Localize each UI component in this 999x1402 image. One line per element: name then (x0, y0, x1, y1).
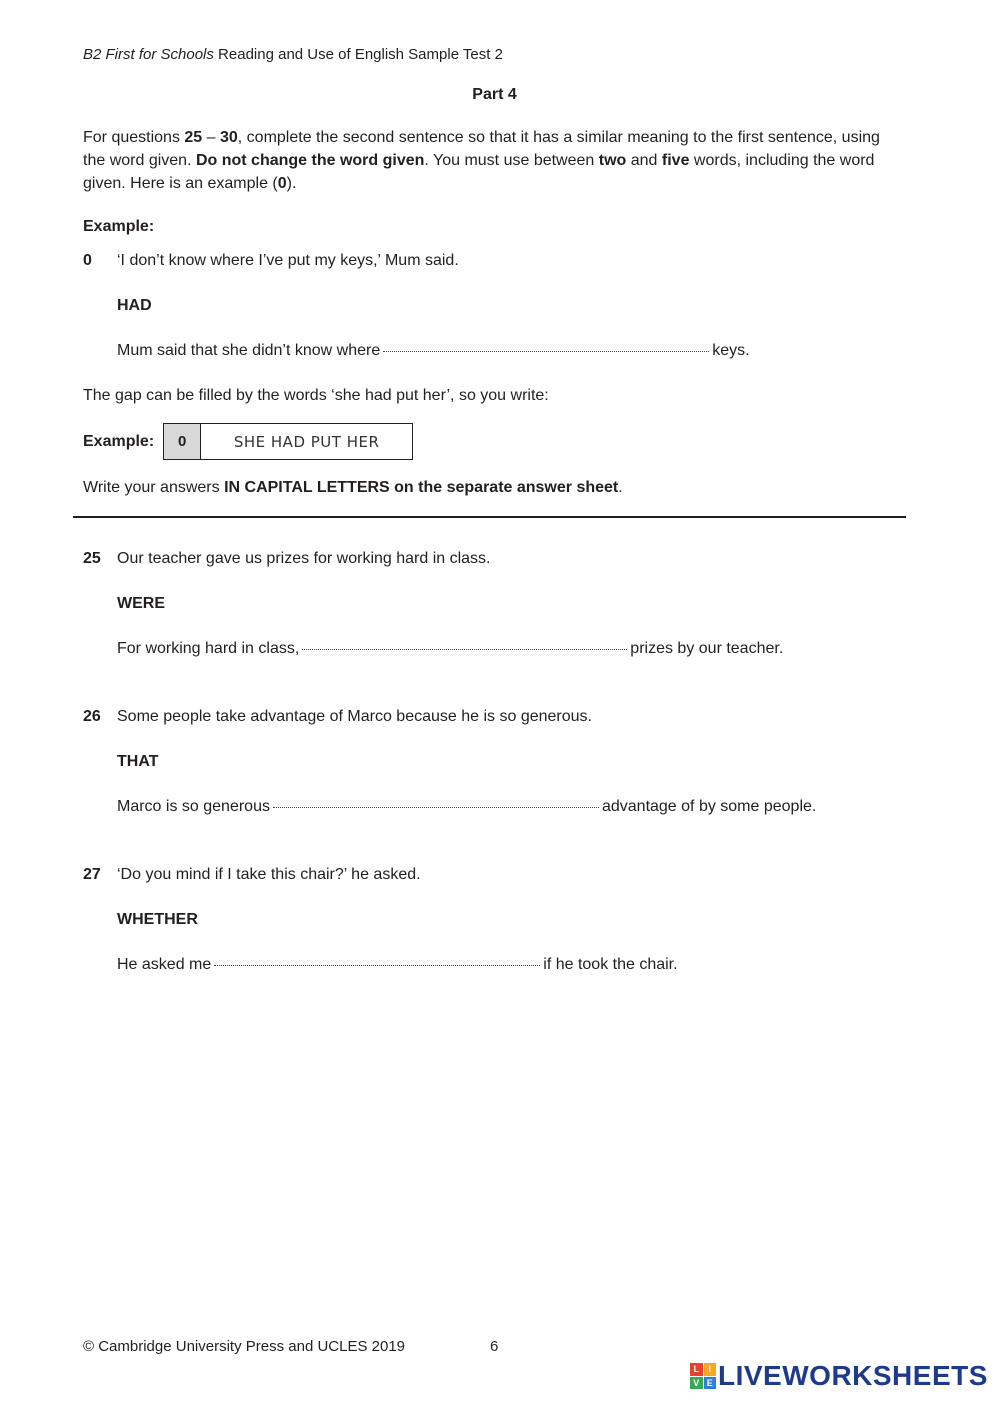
answer-gap[interactable] (302, 648, 627, 650)
instr-bold: 30 (219, 129, 238, 146)
instr-bold: Do not change the word given (195, 152, 425, 169)
instr-text: , complete the second sentence so that it has a similar meaning to the first sentence, using the word given. (83, 129, 880, 169)
page-number: 6 (490, 1338, 499, 1355)
instr-text: . You must use between (424, 152, 599, 169)
question-gapped-sentence (117, 798, 816, 816)
gap-after: advantage of by some people. (601, 798, 817, 815)
instr-bold: two (598, 152, 627, 169)
question-number: 27 (83, 866, 101, 883)
header-exam-name: B2 First for Schools (83, 46, 214, 63)
instr-bold: 0 (277, 175, 287, 192)
document-header (83, 46, 503, 63)
answer-instr-text: Write your answers (83, 479, 225, 496)
example-box-answer: SHE HAD PUT HER (201, 423, 413, 460)
answer-gap[interactable] (273, 806, 599, 808)
logo-mark-letter: L (690, 1363, 703, 1376)
gap-before: He asked me (117, 956, 212, 973)
instr-text: – (202, 129, 220, 146)
answer-gap (383, 350, 709, 352)
gap-before: Mum said that she didn’t know where (117, 342, 381, 359)
question-keyword: WERE (117, 595, 165, 612)
instr-text: For questions (83, 129, 185, 146)
section-divider (73, 516, 906, 518)
logo-mark-icon (690, 1363, 716, 1389)
gap-after: prizes by our teacher. (630, 640, 784, 657)
gap-after: if he took the chair. (543, 956, 678, 973)
instr-text: ). (286, 175, 297, 192)
answer-instruction (83, 479, 623, 497)
example-box-number: 0 (163, 423, 201, 460)
question-keyword: THAT (117, 753, 159, 770)
answer-gap[interactable] (214, 964, 540, 966)
answer-instr-bold: IN CAPITAL LETTERS on the separate answer sheet (224, 479, 619, 496)
logo-mark-letter: V (690, 1377, 703, 1390)
example-sentence: ‘I don’t know where I’ve put my keys,’ Mum said. (117, 252, 459, 269)
gap-after: keys. (712, 342, 750, 359)
copyright: © Cambridge University Press and UCLES 2019 (83, 1338, 406, 1355)
instr-text: and (626, 152, 662, 169)
example-keyword: HAD (117, 297, 152, 314)
instr-bold: 25 (184, 129, 203, 146)
logo-mark-letter: I (704, 1363, 717, 1376)
header-test-name: Reading and Use of English Sample Test 2 (213, 46, 503, 63)
example-answer-box (83, 423, 413, 460)
example-gapped-sentence (117, 342, 750, 360)
question-sentence: ‘Do you mind if I take this chair?’ he asked. (117, 866, 421, 883)
logo-text: LIVEWORKSHEETS (718, 1360, 988, 1391)
example-heading: Example: (83, 218, 155, 235)
part-title: Part 4 (472, 86, 517, 103)
question-gapped-sentence (117, 640, 783, 658)
logo-mark-letter: E (704, 1377, 717, 1390)
example-explanation: The gap can be filled by the words ‘she had put her’, so you write: (83, 387, 549, 404)
gap-before: Marco is so generous (117, 798, 270, 815)
question-sentence: Our teacher gave us prizes for working hard in class. (117, 550, 491, 567)
question-sentence: Some people take advantage of Marco because he is so generous. (117, 708, 592, 725)
question-gapped-sentence (117, 956, 678, 974)
example-box-label: Example: (83, 432, 155, 450)
example-number: 0 (83, 252, 92, 269)
liveworksheets-logo[interactable] (690, 1360, 988, 1392)
gap-before: For working hard in class, (117, 640, 300, 657)
instr-bold: five (661, 152, 690, 169)
answer-instr-text: . (618, 479, 623, 496)
question-keyword: WHETHER (117, 911, 198, 928)
question-number: 25 (83, 550, 101, 567)
instructions (83, 126, 903, 195)
instr-text: words, including the word given. Here is an example ( (83, 152, 875, 192)
question-number: 26 (83, 708, 101, 725)
